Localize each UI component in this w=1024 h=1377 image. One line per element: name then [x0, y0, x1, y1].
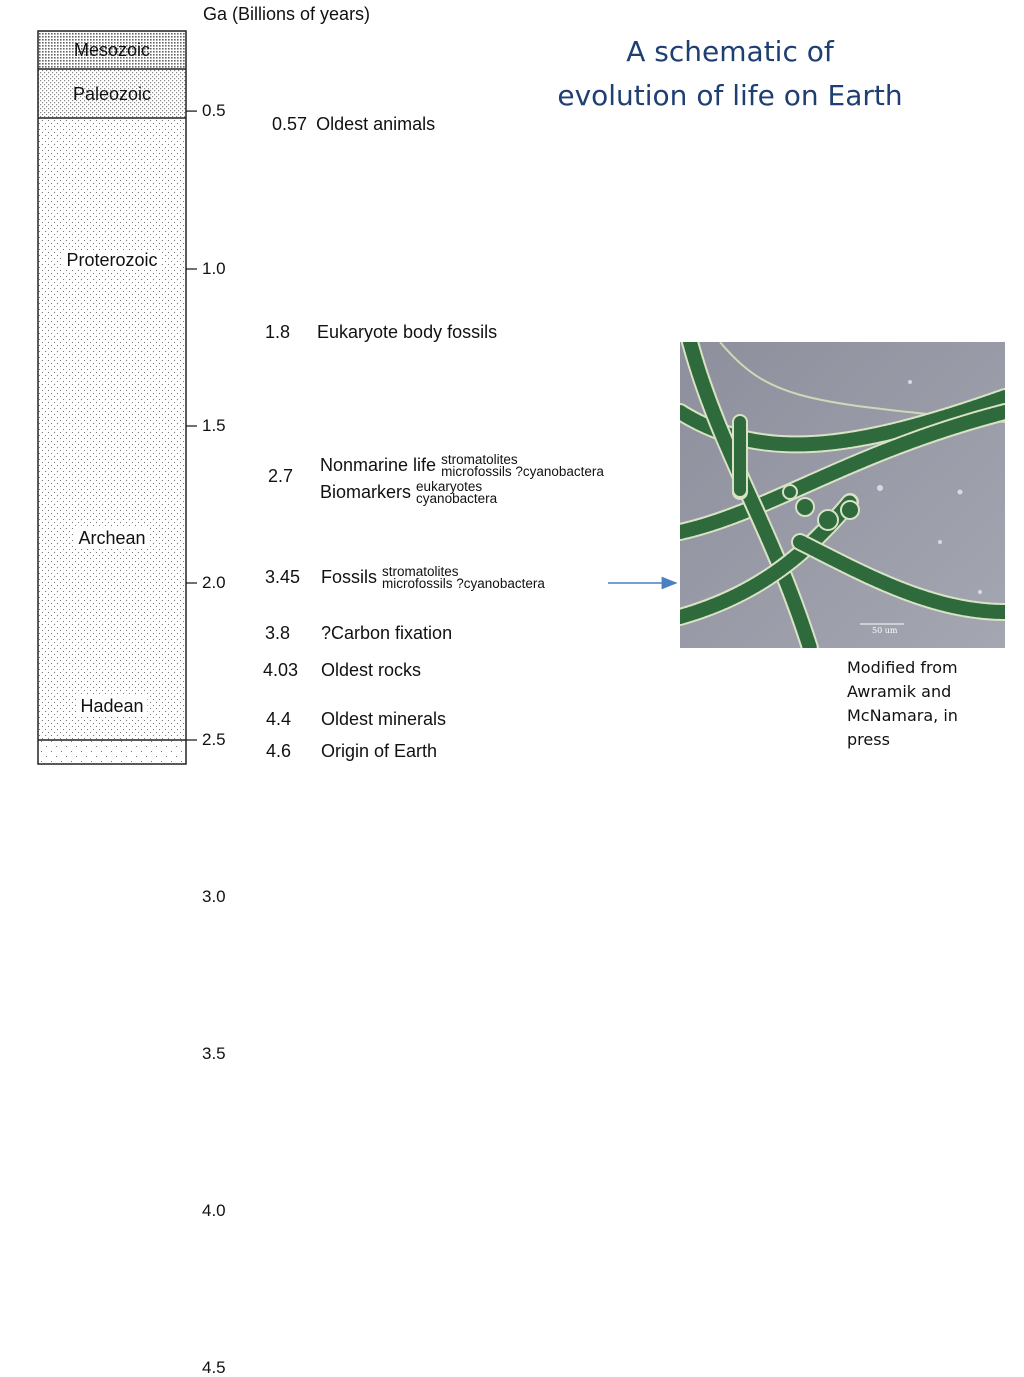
slide-title-line-1: A schematic of	[626, 35, 834, 68]
slide-title-line-2: evolution of life on Earth	[557, 79, 903, 112]
event-label: Origin of Earth	[321, 741, 438, 761]
era-label-paleozoic: Paleozoic	[72, 83, 152, 104]
event-label: Biomarkers	[320, 481, 412, 502]
tick-label: 4.0	[202, 1201, 226, 1220]
era-label-archean: Archean	[74, 528, 149, 548]
tick-label: 3.0	[202, 887, 226, 906]
event-age: 0.57	[272, 114, 308, 134]
event-label: ?Carbon fixation	[321, 623, 453, 643]
event-biomarkers	[320, 481, 497, 505]
era-band-proterozoic	[38, 118, 186, 740]
event-oldest-rocks	[263, 660, 421, 680]
event-age: 1.8	[265, 322, 291, 342]
event-sub-item: cyanobactera	[416, 491, 498, 506]
tick-label: 2.5	[202, 730, 226, 749]
event-label: Oldest rocks	[321, 660, 422, 680]
tick-label: 2.0	[202, 573, 226, 592]
axis-title: Ga (Billions of years)	[203, 4, 371, 24]
era-band-archean	[38, 740, 186, 764]
event-oldest-minerals	[266, 709, 446, 729]
event-sub-item: microfossils ?cyanobactera	[382, 576, 545, 591]
cyanobacteria-micrograph	[680, 342, 1005, 648]
event-age-2-7: 2.7	[268, 466, 294, 486]
event-label: Oldest minerals	[321, 709, 447, 729]
tick-label: 1.5	[202, 416, 226, 435]
event-eukaryote-fossils	[265, 322, 497, 342]
event-age: 3.8	[265, 623, 291, 643]
tick-label: 1.0	[202, 259, 226, 278]
event-fossils	[265, 566, 545, 590]
event-age: 4.4	[266, 709, 292, 729]
event-origin-of-earth	[266, 741, 437, 761]
event-age: 4.03	[263, 660, 299, 680]
event-label: Fossils	[321, 566, 378, 587]
event-sublist	[416, 481, 497, 505]
event-sub-item: eukaryotes	[416, 479, 483, 494]
event-label: Nonmarine life	[320, 454, 437, 475]
era-label-proterozoic: Proterozoic	[62, 250, 161, 270]
scale-label: 50 um	[872, 626, 898, 635]
event-carbon-fixation	[265, 623, 452, 643]
event-label: Oldest animals	[316, 114, 436, 134]
event-sub-item: microfossils ?cyanobactera	[441, 464, 604, 479]
event-age: 3.45	[265, 566, 301, 587]
event-label: Eukaryote body fossils	[317, 322, 498, 342]
event-nonmarine-life	[320, 454, 604, 478]
event-sub-item: stromatolites	[382, 564, 459, 579]
era-label-mesozoic: Mesozoic	[73, 40, 151, 60]
tick-label: 3.5	[202, 1044, 226, 1063]
era-label-hadean: Hadean	[76, 696, 147, 716]
event-sublist	[441, 454, 604, 478]
tick-label: 4.5	[202, 1358, 226, 1377]
event-oldest-animals	[272, 114, 435, 134]
event-age: 4.6	[266, 741, 292, 761]
figure-caption: Modified from Awramik and McNamara, in press	[847, 658, 958, 749]
event-sublist	[382, 566, 545, 590]
tick-label: 0.5	[202, 101, 226, 121]
event-sub-item: stromatolites	[441, 452, 518, 467]
